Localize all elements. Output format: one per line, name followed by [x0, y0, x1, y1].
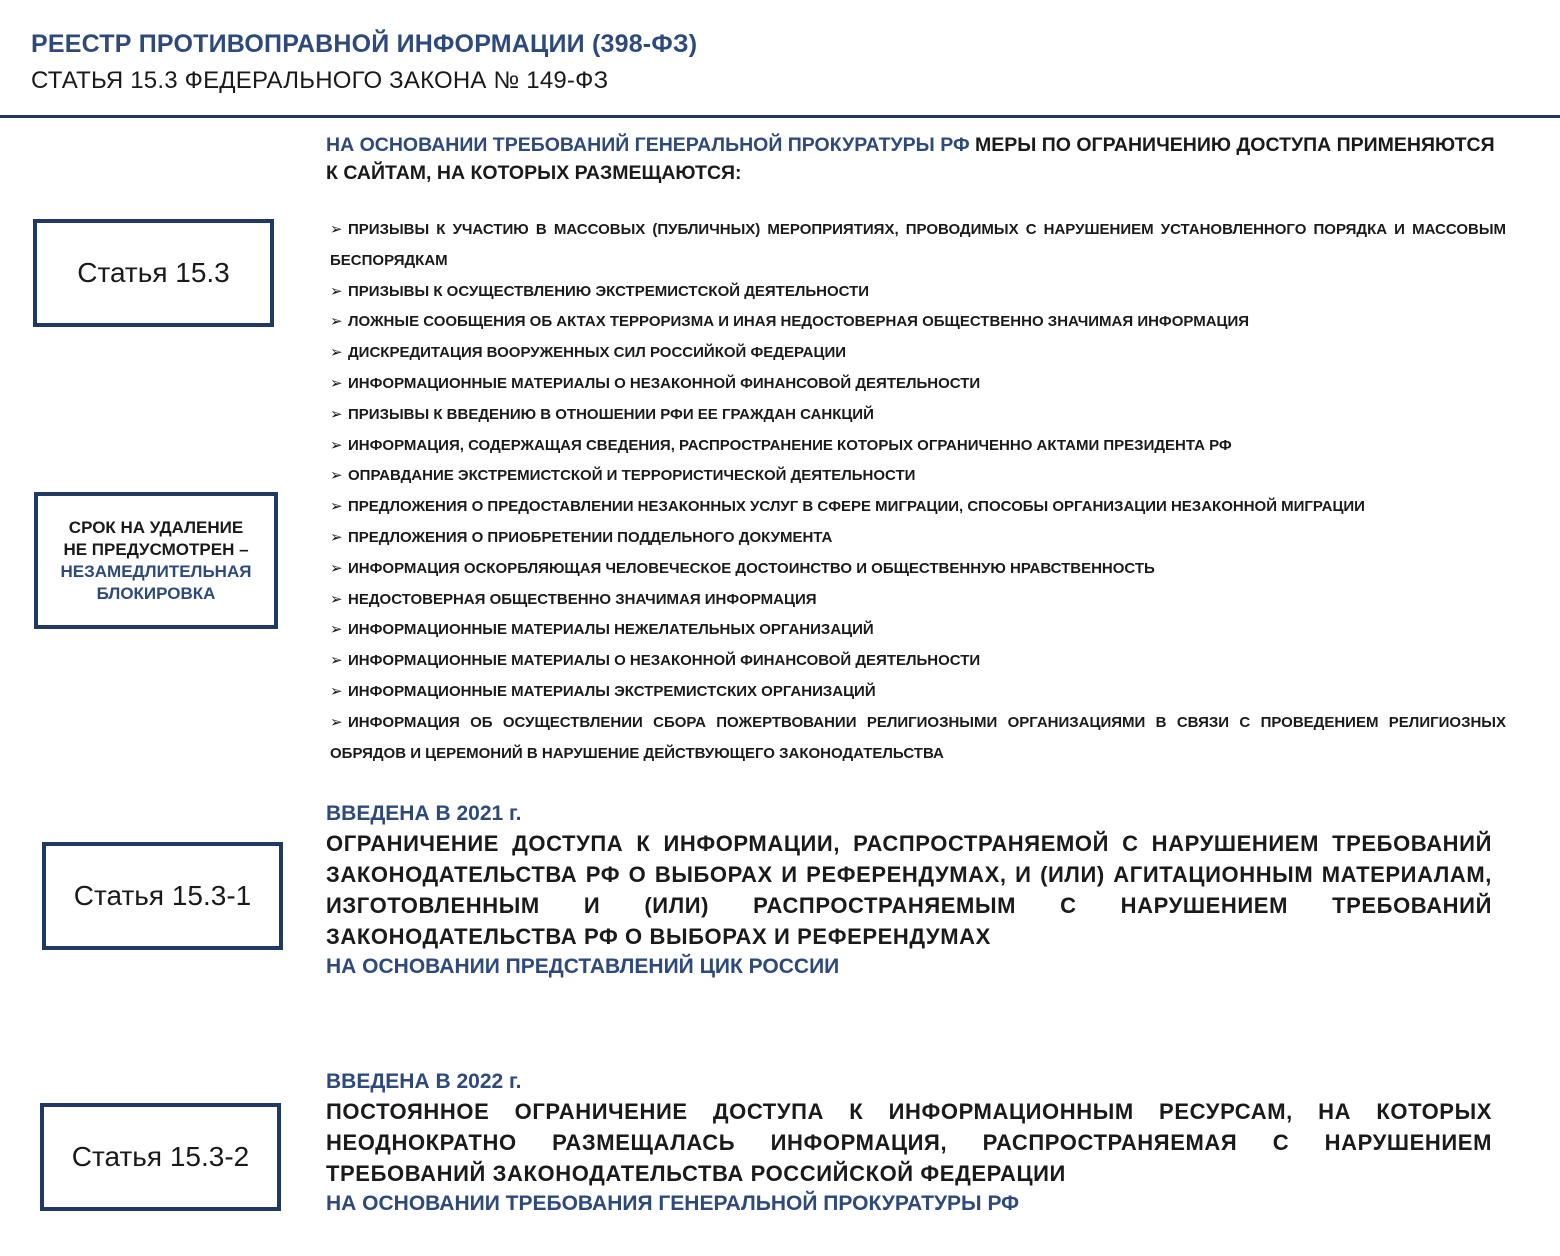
article-15-3-2-basis: НА ОСНОВАНИИ ТРЕБОВАНИЯ ГЕНЕРАЛЬНОЙ ПРОКУРАТУРЫ РФ [326, 1192, 1020, 1215]
deadline-note-line-1: СРОК НА УДАЛЕНИЕ [68, 517, 244, 537]
article-15-3-1-box [42, 842, 283, 950]
violation-item [330, 708, 1506, 770]
violation-item-text: ПРИЗЫВЫ К УЧАСТИЮ В МАССОВЫХ (ПУБЛИЧНЫХ) МЕРОПРИЯТИЯХ, ПРОВОДИМЫХ С НАРУШЕНИЕМ УСТАНОВЛЕННОГО ПОРЯДКА И МАССОВЫМ БЕСПОРЯДКАМ [330, 221, 1506, 269]
article-15-3-1-introduced: ВВЕДЕНА В 2021 г. [326, 802, 522, 825]
violations-list [330, 215, 1506, 769]
article-15-3-label: Статья 15.3 [77, 257, 230, 288]
violation-item [330, 461, 1506, 492]
intro-basis: НА ОСНОВАНИИ ТРЕБОВАНИЙ ГЕНЕРАЛЬНОЙ ПРОКУРАТУРЫ РФ [326, 134, 970, 156]
article-15-3-2-section [326, 1068, 1492, 1219]
page-subtitle: СТАТЬЯ 15.3 ФЕДЕРАЛЬНОГО ЗАКОНА № 149-ФЗ [31, 67, 609, 94]
violation-item-text: ПРЕДЛОЖЕНИЯ О ПРЕДОСТАВЛЕНИИ НЕЗАКОННЫХ УСЛУГ В СФЕРЕ МИГРАЦИИ, СПОСОБЫ ОРГАНИЗАЦИИ НЕЗАКОННОЙ МИГРАЦИИ [348, 498, 1365, 516]
arrow-bullet-icon: ➢ [330, 436, 343, 454]
violation-item [330, 677, 1506, 708]
intro-text: МЕРЫ ПО ОГРАНИЧЕНИЮ ДОСТУПА ПРИМЕНЯЮТСЯ К САЙТАМ, НА КОТОРЫХ РАЗМЕЩАЮТСЯ: [326, 134, 1495, 184]
arrow-bullet-icon: ➢ [330, 652, 343, 670]
violation-item [330, 585, 1506, 616]
violation-item [330, 523, 1506, 554]
article-15-3-2-introduced: ВВЕДЕНА В 2022 г. [326, 1070, 522, 1093]
article-15-3-1-section [326, 800, 1492, 982]
header-divider [0, 115, 1560, 118]
arrow-bullet-icon: ➢ [330, 621, 343, 639]
deadline-note-line-4: БЛОКИРОВКА [96, 583, 216, 603]
arrow-bullet-icon: ➢ [330, 282, 343, 300]
arrow-bullet-icon: ➢ [330, 498, 343, 516]
deadline-note-box [34, 492, 278, 629]
violation-item-text: ИНФОРМАЦИОННЫЕ МАТЕРИАЛЫ О НЕЗАКОННОЙ ФИНАНСОВОЙ ДЕЯТЕЛЬНОСТИ [348, 652, 981, 670]
arrow-bullet-icon: ➢ [330, 313, 343, 331]
violation-item-text: ЛОЖНЫЕ СООБЩЕНИЯ ОБ АКТАХ ТЕРРОРИЗМА И ИНАЯ НЕДОСТОВЕРНАЯ ОБЩЕСТВЕННО ЗНАЧИМАЯ ИНФОРМАЦИЯ [348, 313, 1250, 331]
violation-item [330, 646, 1506, 677]
arrow-bullet-icon: ➢ [330, 405, 343, 423]
arrow-bullet-icon: ➢ [330, 467, 343, 485]
article-15-3-intro [326, 131, 1506, 187]
violation-item [330, 431, 1506, 462]
violation-item [330, 215, 1506, 277]
arrow-bullet-icon: ➢ [330, 713, 343, 731]
arrow-bullet-icon: ➢ [330, 374, 343, 392]
article-15-3-box [33, 219, 274, 327]
violation-item-text: ПРИЗЫВЫ К ОСУЩЕСТВЛЕНИЮ ЭКСТРЕМИСТСКОЙ ДЕЯТЕЛЬНОСТИ [348, 282, 870, 300]
page-title: РЕЕСТР ПРОТИВОПРАВНОЙ ИНФОРМАЦИИ (398-ФЗ) [31, 30, 698, 58]
violation-item [330, 554, 1506, 585]
violation-item [330, 615, 1506, 646]
violation-item [330, 307, 1506, 338]
deadline-note-line-3: НЕЗАМЕДЛИТЕЛЬНАЯ [60, 561, 252, 581]
arrow-bullet-icon: ➢ [330, 682, 343, 700]
violation-item-text: ИНФОРМАЦИОННЫЕ МАТЕРИАЛЫ О НЕЗАКОННОЙ ФИНАНСОВОЙ ДЕЯТЕЛЬНОСТИ [348, 374, 981, 392]
violation-item [330, 369, 1506, 400]
violation-item-text: ИНФОРМАЦИЯ ОБ ОСУЩЕСТВЛЕНИИ СБОРА ПОЖЕРТВОВАНИИ РЕЛИГИОЗНЫМИ ОРГАНИЗАЦИЯМИ В СВЯЗИ С ПРОВЕДЕНИЕМ РЕЛИГИОЗНЫХ ОБРЯДОВ И ЦЕРЕМОНИЙ В НАРУШЕНИЕ ДЕЙСТВУЮЩЕГО ЗАКОНОДАТЕЛЬСТВА [330, 713, 1506, 762]
violation-item-text: ПРИЗЫВЫ К ВВЕДЕНИЮ В ОТНОШЕНИИ РФИ ЕЕ ГРАЖДАН САНКЦИЙ [348, 405, 874, 423]
violation-item [330, 492, 1506, 523]
article-15-3-1-description: ОГРАНИЧЕНИЕ ДОСТУПА К ИНФОРМАЦИИ, РАСПРОСТРАНЯЕМОЙ С НАРУШЕНИЕМ ТРЕБОВАНИЙ ЗАКОНОДАТЕЛЬСТВА РФ О ВЫБОРАХ И РЕФЕРЕНДУМАХ, И (ИЛИ) АГИТАЦИОННЫМ МАТЕРИАЛАМ, ИЗГОТОВЛЕННЫМ И (ИЛИ) РАСПРОСТРАНЯЕМЫМ С НАРУШЕНИЕМ ТРЕБОВАНИЙ ЗАКОНОДАТЕЛЬСТВА РФ О ВЫБОРАХ И РЕФЕРЕНДУМАХ [326, 831, 1492, 949]
violation-item-text: ОПРАВДАНИЕ ЭКСТРЕМИСТСКОЙ И ТЕРРОРИСТИЧЕСКОЙ ДЕЯТЕЛЬНОСТИ [348, 467, 916, 485]
arrow-bullet-icon: ➢ [330, 221, 343, 238]
article-15-3-1-basis: НА ОСНОВАНИИ ПРЕДСТАВЛЕНИЙ ЦИК РОССИИ [326, 955, 840, 978]
arrow-bullet-icon: ➢ [330, 528, 343, 546]
arrow-bullet-icon: ➢ [330, 590, 343, 608]
deadline-note-line-2: НЕ ПРЕДУСМОТРЕН – [63, 539, 249, 559]
violation-item-text: НЕДОСТОВЕРНАЯ ОБЩЕСТВЕННО ЗНАЧИМАЯ ИНФОРМАЦИЯ [348, 590, 817, 608]
violation-item-text: ИНФОРМАЦИОННЫЕ МАТЕРИАЛЫ ЭКСТРЕМИСТСКИХ ОРГАНИЗАЦИЙ [348, 682, 876, 700]
arrow-bullet-icon: ➢ [330, 344, 343, 362]
violation-item-text: ИНФОРМАЦИЯ, СОДЕРЖАЩАЯ СВЕДЕНИЯ, РАСПРОСТРАНЕНИЕ КОТОРЫХ ОГРАНИЧЕННО АКТАМИ ПРЕЗИДЕНТА РФ [348, 436, 1232, 454]
article-15-3-2-description: ПОСТОЯННОЕ ОГРАНИЧЕНИЕ ДОСТУПА К ИНФОРМАЦИОННЫМ РЕСУРСАМ, НА КОТОРЫХ НЕОДНОКРАТНО РАЗМЕЩАЛАСЬ ИНФОРМАЦИЯ, РАСПРОСТРАНЯЕМАЯ С НАРУШЕНИЕМ ТРЕБОВАНИЙ ЗАКОНОДАТЕЛЬСТВА РОССИЙСКОЙ ФЕДЕРАЦИИ [326, 1099, 1492, 1186]
violation-item [330, 338, 1506, 369]
violation-item [330, 277, 1506, 308]
violation-item-text: ИНФОРМАЦИЯ ОСКОРБЛЯЮЩАЯ ЧЕЛОВЕЧЕСКОЕ ДОСТОИНСТВО И ОБЩЕСТВЕННУЮ НРАВСТВЕННОСТЬ [348, 559, 1155, 577]
violation-item-text: ДИСКРЕДИТАЦИЯ ВООРУЖЕННЫХ СИЛ РОССИЙКОЙ ФЕДЕРАЦИИ [348, 344, 847, 362]
article-15-3-1-label: Статья 15.3-1 [73, 880, 252, 911]
article-15-3-2-label: Статья 15.3-2 [71, 1141, 250, 1172]
arrow-bullet-icon: ➢ [330, 559, 343, 577]
article-15-3-2-box [40, 1103, 281, 1211]
violation-item-text: ПРЕДЛОЖЕНИЯ О ПРИОБРЕТЕНИИ ПОДДЕЛЬНОГО ДОКУМЕНТА [348, 528, 833, 546]
violation-item-text: ИНФОРМАЦИОННЫЕ МАТЕРИАЛЫ НЕЖЕЛАТЕЛЬНЫХ ОРГАНИЗАЦИЙ [348, 621, 874, 639]
violation-item [330, 400, 1506, 431]
